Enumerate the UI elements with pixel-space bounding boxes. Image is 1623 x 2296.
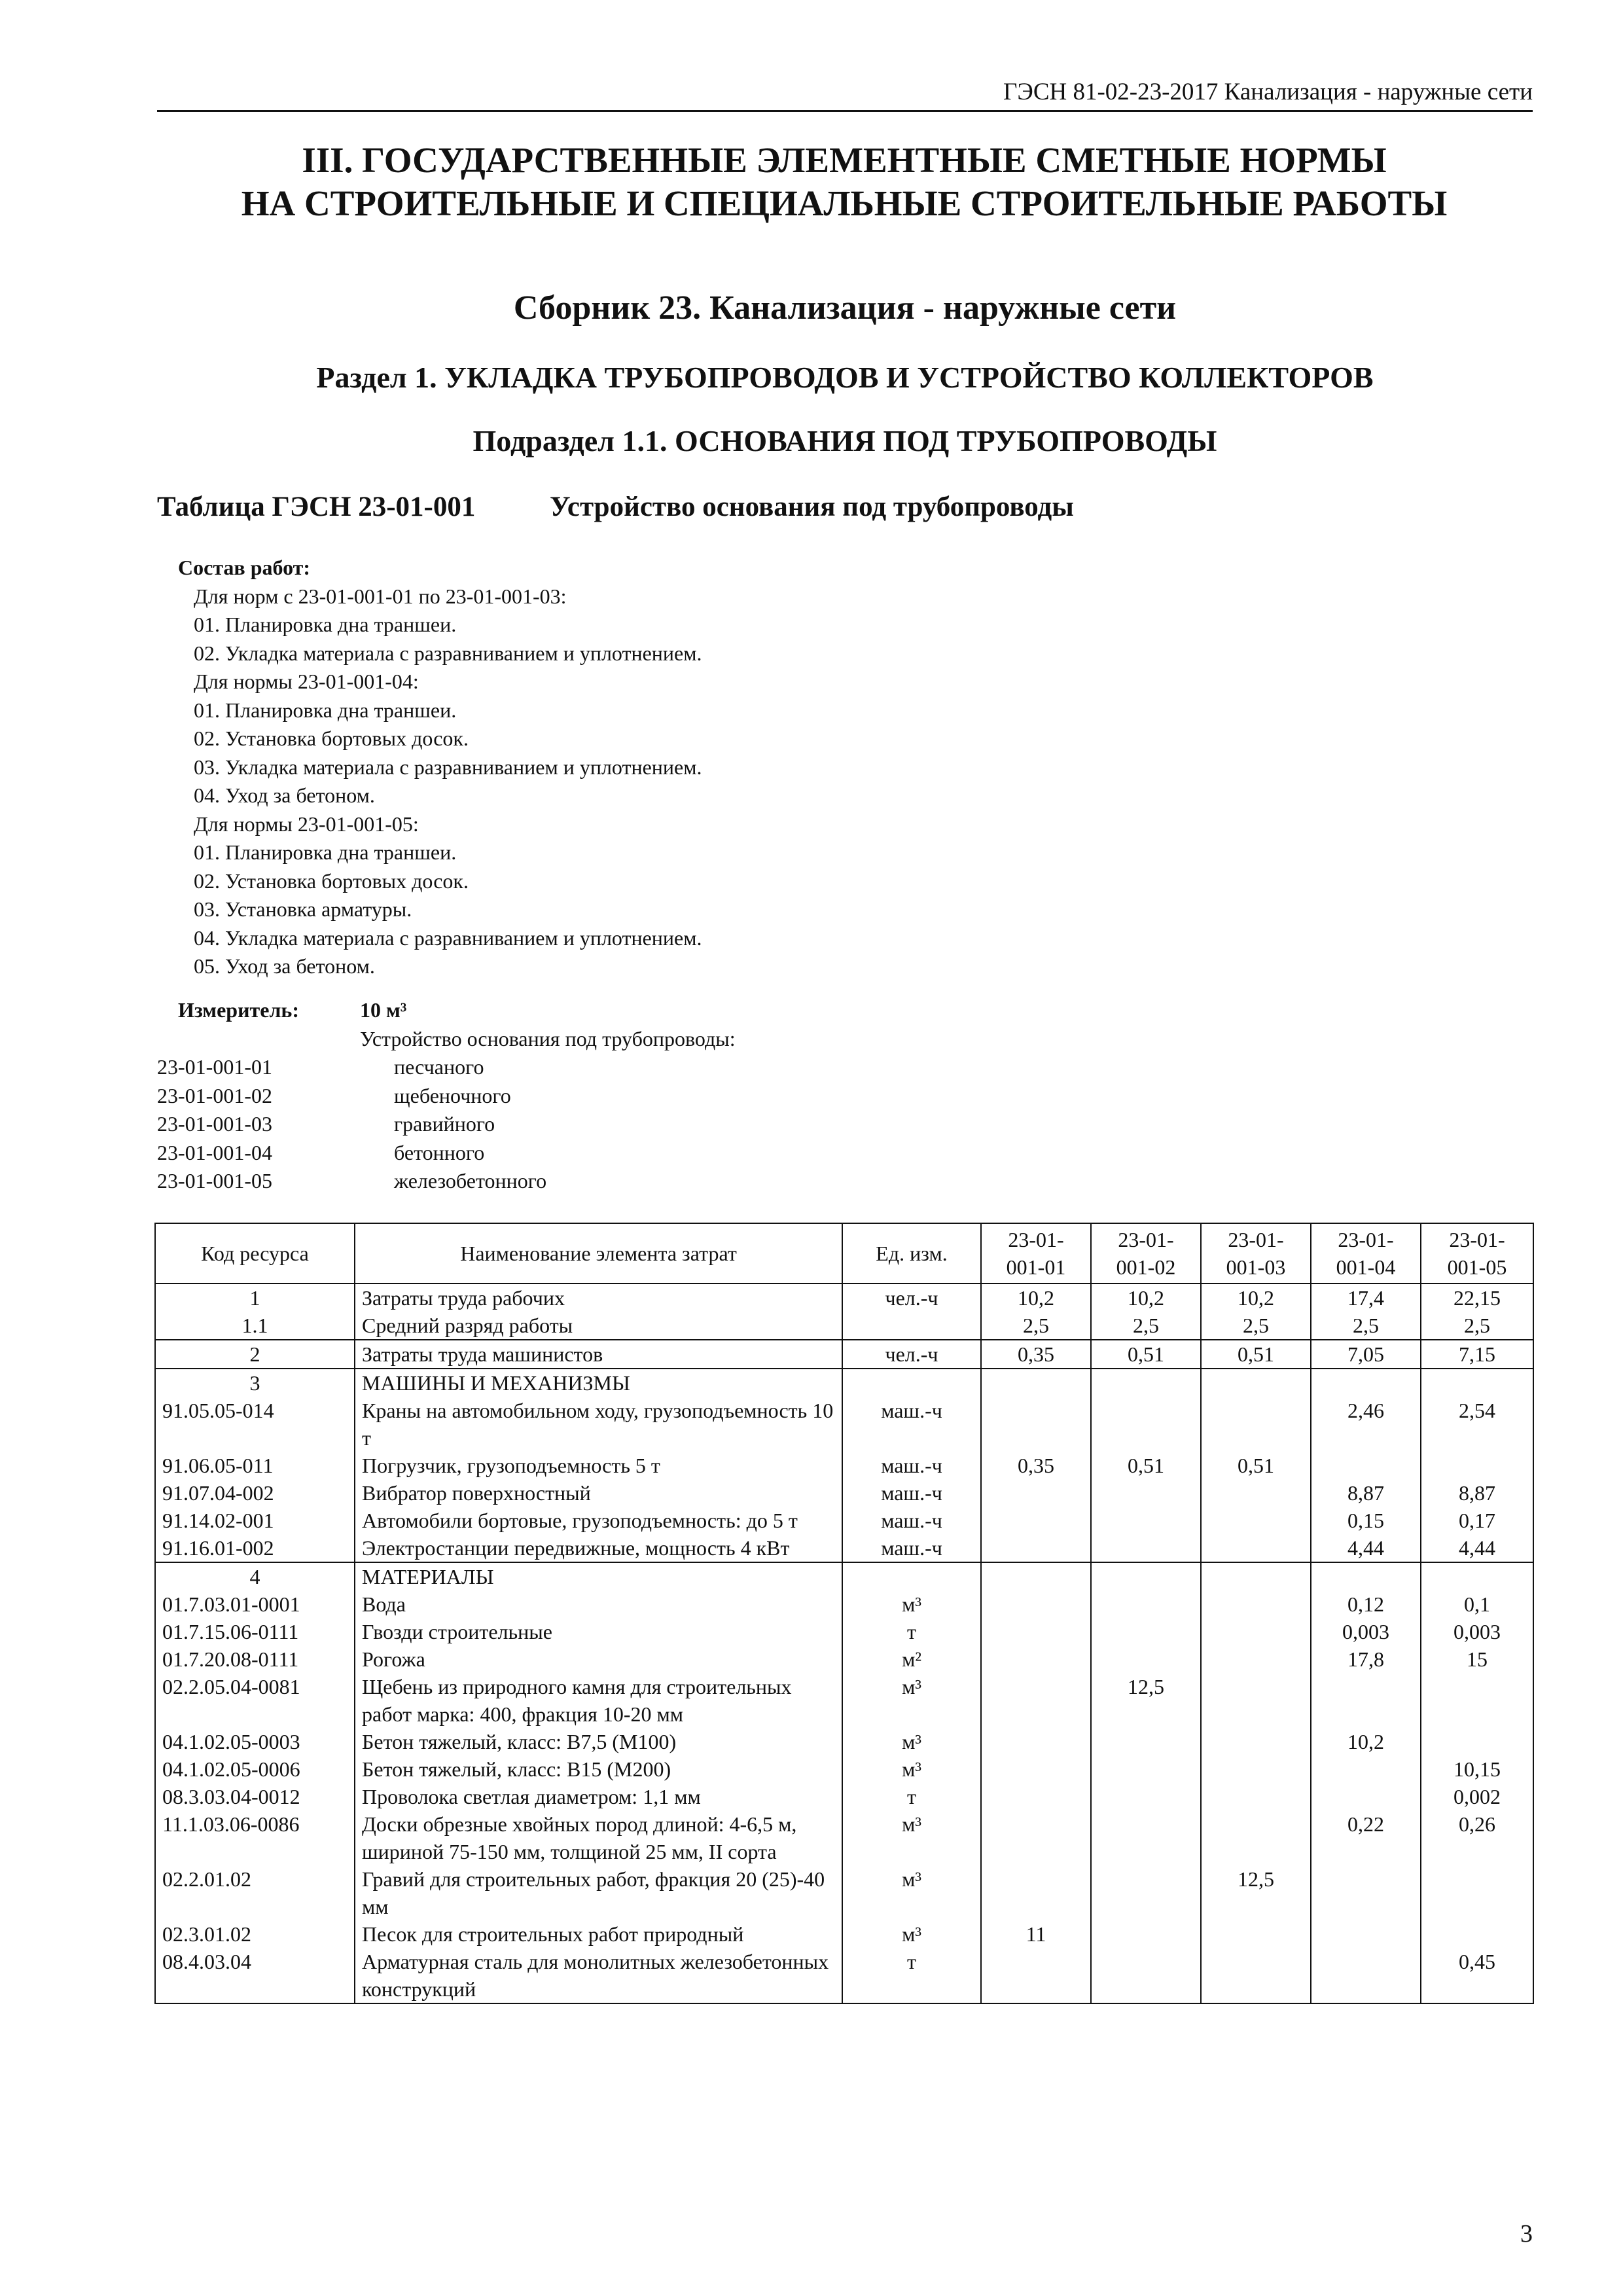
- cell-name: Вибратор поверхностный: [355, 1479, 842, 1507]
- cell-value: [1311, 1562, 1421, 1590]
- cell-unit: маш.-ч: [842, 1479, 981, 1507]
- cell-value: [1421, 1920, 1533, 1948]
- cell-value: 12,5: [1091, 1673, 1201, 1728]
- table-header-row: [155, 1223, 1533, 1283]
- cell-code: 91.14.02-001: [155, 1507, 355, 1534]
- header-norm-2: 23-01- 001-02: [1091, 1223, 1201, 1283]
- cell-value: 0,26: [1421, 1810, 1533, 1865]
- cell-value: 0,45: [1421, 1948, 1533, 2003]
- cell-value: [1311, 1673, 1421, 1728]
- cell-unit: м³: [842, 1810, 981, 1865]
- work-step: Для нормы 23-01-001-05:: [194, 812, 419, 836]
- cell-value: 17,4: [1311, 1283, 1421, 1312]
- header-name: Наименование элемента затрат: [355, 1223, 842, 1283]
- cell-name: Песок для строительных работ природный: [355, 1920, 842, 1948]
- table-heading: [157, 490, 1074, 525]
- table-row: [155, 1479, 1533, 1507]
- table-row: [155, 1397, 1533, 1452]
- cell-unit: м³: [842, 1755, 981, 1783]
- cell-value: 4,44: [1421, 1534, 1533, 1562]
- table-row: [155, 1865, 1533, 1920]
- cell-unit: чел.-ч: [842, 1340, 981, 1369]
- cell-unit: чел.-ч: [842, 1283, 981, 1312]
- cell-value: [1421, 1865, 1533, 1920]
- variant-name: щебеночного: [394, 1083, 511, 1107]
- cell-code: 1.1: [155, 1312, 355, 1340]
- cell-value: 0,51: [1201, 1340, 1311, 1369]
- cell-value: [1421, 1728, 1533, 1755]
- cell-code: 91.07.04-002: [155, 1479, 355, 1507]
- cell-code: 01.7.03.01-0001: [155, 1590, 355, 1618]
- main-title: [151, 139, 1538, 225]
- work-composition-label: Состав работ:: [178, 556, 311, 579]
- cell-code: 01.7.15.06-0111: [155, 1618, 355, 1645]
- work-step: 03. Установка арматуры.: [194, 897, 412, 921]
- table-row: [155, 1728, 1533, 1755]
- cell-name: МАТЕРИАЛЫ: [355, 1562, 842, 1590]
- main-title-line-2: НА СТРОИТЕЛЬНЫЕ И СПЕЦИАЛЬНЫЕ СТРОИТЕЛЬНЫЕ РАБОТЫ: [241, 183, 1448, 223]
- cell-value: [981, 1948, 1091, 2003]
- measure-label: Измеритель:: [178, 998, 299, 1022]
- cell-value: [1091, 1810, 1201, 1865]
- cell-value: [1311, 1369, 1421, 1397]
- variant-code: 23-01-001-05: [157, 1169, 272, 1193]
- cell-code: 02.2.01.02: [155, 1865, 355, 1920]
- cell-code: 02.3.01.02: [155, 1920, 355, 1948]
- cell-name: Бетон тяжелый, класс: В15 (М200): [355, 1755, 842, 1783]
- cell-value: [981, 1397, 1091, 1452]
- cell-value: 0,003: [1311, 1618, 1421, 1645]
- subsection-title: Подраздел 1.1. ОСНОВАНИЯ ПОД ТРУБОПРОВОДЫ: [473, 424, 1217, 457]
- cell-value: [981, 1507, 1091, 1534]
- cell-unit: т: [842, 1618, 981, 1645]
- cell-value: [1091, 1755, 1201, 1783]
- work-step: Для нормы 23-01-001-04:: [194, 670, 419, 693]
- cell-value: 7,05: [1311, 1340, 1421, 1369]
- cell-unit: м³: [842, 1590, 981, 1618]
- table-row: [155, 1283, 1533, 1312]
- cell-value: [981, 1590, 1091, 1618]
- header-norm-4: 23-01- 001-04: [1311, 1223, 1421, 1283]
- cell-name: Доски обрезные хвойных пород длиной: 4-6,5 м, шириной 75-150 мм, толщиной 25 мм, II сорта: [355, 1810, 842, 1865]
- cell-value: [1311, 1783, 1421, 1810]
- table-row: [155, 1562, 1533, 1590]
- cell-unit: м³: [842, 1673, 981, 1728]
- cell-value: [1201, 1810, 1311, 1865]
- cell-name: Средний разряд работы: [355, 1312, 842, 1340]
- cell-value: [981, 1783, 1091, 1810]
- cell-value: [1091, 1397, 1201, 1452]
- cell-unit: м³: [842, 1865, 981, 1920]
- header-code: Код ресурса: [155, 1223, 355, 1283]
- cell-value: 0,002: [1421, 1783, 1533, 1810]
- table-row: [155, 1534, 1533, 1562]
- cell-value: 15: [1421, 1645, 1533, 1673]
- cell-code: 91.05.05-014: [155, 1397, 355, 1452]
- running-header: ГЭСН 81-02-23-2017 Канализация - наружные сети: [157, 77, 1533, 112]
- cell-value: [981, 1728, 1091, 1755]
- cell-value: 2,5: [1201, 1312, 1311, 1340]
- cell-name: Затраты труда рабочих: [355, 1283, 842, 1312]
- cell-value: [1421, 1673, 1533, 1728]
- work-step: 02. Укладка материала с разравниванием и уплотнением.: [194, 641, 702, 665]
- table-row: [155, 1948, 1533, 2003]
- work-step: 04. Укладка материала с разравниванием и уплотнением.: [194, 925, 702, 950]
- variant-name: железобетонного: [394, 1169, 547, 1193]
- cell-value: [1091, 1920, 1201, 1948]
- variant-code: 23-01-001-01: [157, 1055, 272, 1079]
- cell-value: 12,5: [1201, 1865, 1311, 1920]
- measure-unit: 10 м³: [360, 998, 407, 1022]
- cell-value: [981, 1865, 1091, 1920]
- cell-unit: м³: [842, 1728, 981, 1755]
- cell-value: [1091, 1728, 1201, 1755]
- cell-name: МАШИНЫ И МЕХАНИЗМЫ: [355, 1369, 842, 1397]
- work-composition-list: [178, 583, 702, 981]
- cell-value: [1091, 1534, 1201, 1562]
- table-row: [155, 1673, 1533, 1728]
- cell-value: 7,15: [1421, 1340, 1533, 1369]
- cell-value: 17,8: [1311, 1645, 1421, 1673]
- cell-value: 0,003: [1421, 1618, 1533, 1645]
- cell-value: [1201, 1562, 1311, 1590]
- table-row: [155, 1920, 1533, 1948]
- cell-code: 08.3.03.04-0012: [155, 1783, 355, 1810]
- cell-unit: маш.-ч: [842, 1397, 981, 1452]
- table-row: [155, 1452, 1533, 1479]
- cell-name: Автомобили бортовые, грузоподъемность: до 5 т: [355, 1507, 842, 1534]
- resource-table-body: [155, 1283, 1533, 2003]
- section-title: Раздел 1. УКЛАДКА ТРУБОПРОВОДОВ И УСТРОЙСТВО КОЛЛЕКТОРОВ: [316, 361, 1374, 394]
- cell-value: 0,35: [981, 1340, 1091, 1369]
- cell-name: Щебень из природного камня для строительных работ марка: 400, фракция 10-20 мм: [355, 1673, 842, 1728]
- cell-value: 10,2: [1091, 1283, 1201, 1312]
- cell-value: 2,5: [1421, 1312, 1533, 1340]
- cell-value: 2,46: [1311, 1397, 1421, 1452]
- cell-unit: м²: [842, 1645, 981, 1673]
- cell-value: [1091, 1645, 1201, 1673]
- work-step: 01. Планировка дна траншеи.: [194, 840, 457, 864]
- table-code: Таблица ГЭСН 23-01-001: [157, 492, 476, 522]
- cell-value: [1311, 1920, 1421, 1948]
- cell-code: 3: [155, 1369, 355, 1397]
- table-row: [155, 1783, 1533, 1810]
- resource-table: [154, 1223, 1534, 2004]
- cell-value: 4,44: [1311, 1534, 1421, 1562]
- cell-value: 22,15: [1421, 1283, 1533, 1312]
- cell-value: 10,2: [981, 1283, 1091, 1312]
- cell-value: 0,51: [1091, 1340, 1201, 1369]
- work-step: 04. Уход за бетоном.: [194, 783, 375, 807]
- cell-value: [981, 1755, 1091, 1783]
- cell-value: [1201, 1479, 1311, 1507]
- work-step: 02. Установка бортовых досок.: [194, 726, 469, 750]
- header-norm-3: 23-01- 001-03: [1201, 1223, 1311, 1283]
- cell-value: 2,5: [1091, 1312, 1201, 1340]
- cell-code: 4: [155, 1562, 355, 1590]
- cell-code: 2: [155, 1340, 355, 1369]
- page-number: 3: [1520, 2220, 1533, 2248]
- cell-value: [1421, 1452, 1533, 1479]
- cell-name: Гвозди строительные: [355, 1618, 842, 1645]
- cell-value: [1201, 1507, 1311, 1534]
- cell-code: 91.16.01-002: [155, 1534, 355, 1562]
- variant-name: песчаного: [394, 1055, 484, 1079]
- cell-value: [1091, 1369, 1201, 1397]
- main-title-line-1: III. ГОСУДАРСТВЕННЫЕ ЭЛЕМЕНТНЫЕ СМЕТНЫЕ НОРМЫ: [302, 140, 1387, 180]
- cell-value: [981, 1673, 1091, 1728]
- cell-value: [981, 1645, 1091, 1673]
- header-unit: Ед. изм.: [842, 1223, 981, 1283]
- table-row: [155, 1369, 1533, 1397]
- cell-value: 0,22: [1311, 1810, 1421, 1865]
- cell-value: [1201, 1369, 1311, 1397]
- work-step: 01. Планировка дна траншеи.: [194, 613, 457, 636]
- cell-unit: [842, 1562, 981, 1590]
- cell-value: [1201, 1673, 1311, 1728]
- cell-value: 8,87: [1421, 1479, 1533, 1507]
- cell-unit: т: [842, 1783, 981, 1810]
- cell-code: 1: [155, 1283, 355, 1312]
- cell-code: 08.4.03.04: [155, 1948, 355, 2003]
- cell-value: [1201, 1755, 1311, 1783]
- work-step: Для норм с 23-01-001-01 по 23-01-001-03:: [194, 584, 567, 608]
- work-step: 01. Планировка дна траншеи.: [194, 698, 457, 722]
- cell-value: [981, 1369, 1091, 1397]
- table-name: Устройство основания под трубопроводы: [550, 492, 1074, 522]
- cell-value: [1201, 1728, 1311, 1755]
- cell-code: 01.7.20.08-0111: [155, 1645, 355, 1673]
- cell-code: 04.1.02.05-0003: [155, 1728, 355, 1755]
- cell-name: Гравий для строительных работ, фракция 20 (25)-40 мм: [355, 1865, 842, 1920]
- measure-description: Устройство основания под трубопроводы:: [360, 1026, 736, 1050]
- cell-code: 11.1.03.06-0086: [155, 1810, 355, 1865]
- cell-name: Краны на автомобильном ходу, грузоподъемность 10 т: [355, 1397, 842, 1452]
- variant-name: гравийного: [394, 1112, 495, 1136]
- cell-name: Бетон тяжелый, класс: В7,5 (М100): [355, 1728, 842, 1755]
- cell-value: [981, 1810, 1091, 1865]
- cell-name: Вода: [355, 1590, 842, 1618]
- table-row: [155, 1755, 1533, 1783]
- cell-value: [1091, 1618, 1201, 1645]
- cell-value: [1311, 1452, 1421, 1479]
- work-composition: [178, 554, 702, 981]
- table-row: [155, 1645, 1533, 1673]
- collection-title: Сборник 23. Канализация - наружные сети: [513, 289, 1177, 327]
- cell-unit: маш.-ч: [842, 1507, 981, 1534]
- cell-value: [981, 1534, 1091, 1562]
- table-row: [155, 1810, 1533, 1865]
- cell-value: [1311, 1755, 1421, 1783]
- variant-name: бетонного: [394, 1140, 485, 1164]
- cell-value: [1091, 1562, 1201, 1590]
- cell-value: [1201, 1397, 1311, 1452]
- variant-code: 23-01-001-02: [157, 1083, 272, 1107]
- header-norm-1: 23-01- 001-01: [981, 1223, 1091, 1283]
- cell-value: [1201, 1920, 1311, 1948]
- table-row: [155, 1618, 1533, 1645]
- cell-value: [1311, 1865, 1421, 1920]
- cell-name: Арматурная сталь для монолитных железобетонных конструкций: [355, 1948, 842, 2003]
- cell-value: [981, 1479, 1091, 1507]
- cell-value: [1091, 1783, 1201, 1810]
- cell-unit: маш.-ч: [842, 1452, 981, 1479]
- work-step: 03. Укладка материала с разравниванием и уплотнением.: [194, 755, 702, 779]
- cell-value: [1201, 1783, 1311, 1810]
- cell-name: Электростанции передвижные, мощность 4 кВт: [355, 1534, 842, 1562]
- cell-value: [981, 1562, 1091, 1590]
- cell-value: 2,5: [981, 1312, 1091, 1340]
- cell-value: [1091, 1479, 1201, 1507]
- variant-code: 23-01-001-04: [157, 1140, 272, 1164]
- table-row: [155, 1590, 1533, 1618]
- cell-value: 11: [981, 1920, 1091, 1948]
- table-row: [155, 1340, 1533, 1369]
- cell-code: 02.2.05.04-0081: [155, 1673, 355, 1728]
- cell-value: 0,12: [1311, 1590, 1421, 1618]
- cell-value: 0,1: [1421, 1590, 1533, 1618]
- cell-value: 10,15: [1421, 1755, 1533, 1783]
- cell-unit: маш.-ч: [842, 1534, 981, 1562]
- cell-value: 2,54: [1421, 1397, 1533, 1452]
- cell-code: 04.1.02.05-0006: [155, 1755, 355, 1783]
- cell-value: [1201, 1645, 1311, 1673]
- cell-value: [1091, 1590, 1201, 1618]
- cell-value: 0,51: [1201, 1452, 1311, 1479]
- cell-value: [1201, 1590, 1311, 1618]
- cell-value: 0,35: [981, 1452, 1091, 1479]
- cell-value: [1091, 1865, 1201, 1920]
- cell-value: [981, 1618, 1091, 1645]
- cell-value: 8,87: [1311, 1479, 1421, 1507]
- work-step: 02. Установка бортовых досок.: [194, 869, 469, 893]
- cell-value: 0,51: [1091, 1452, 1201, 1479]
- cell-name: Рогожа: [355, 1645, 842, 1673]
- cell-unit: [842, 1312, 981, 1340]
- cell-value: 10,2: [1311, 1728, 1421, 1755]
- cell-code: 91.06.05-011: [155, 1452, 355, 1479]
- cell-value: [1201, 1534, 1311, 1562]
- cell-value: 0,17: [1421, 1507, 1533, 1534]
- cell-unit: [842, 1369, 981, 1397]
- cell-value: 0,15: [1311, 1507, 1421, 1534]
- cell-value: [1421, 1562, 1533, 1590]
- cell-value: [1091, 1507, 1201, 1534]
- cell-value: 10,2: [1201, 1283, 1311, 1312]
- cell-value: 2,5: [1311, 1312, 1421, 1340]
- cell-value: [1201, 1948, 1311, 2003]
- cell-name: Погрузчик, грузоподъемность 5 т: [355, 1452, 842, 1479]
- cell-value: [1311, 1948, 1421, 2003]
- cell-value: [1421, 1369, 1533, 1397]
- cell-unit: м³: [842, 1920, 981, 1948]
- table-row: [155, 1312, 1533, 1340]
- variant-code: 23-01-001-03: [157, 1112, 272, 1136]
- cell-value: [1091, 1948, 1201, 2003]
- cell-value: [1201, 1618, 1311, 1645]
- header-norm-5: 23-01- 001-05: [1421, 1223, 1533, 1283]
- cell-name: Проволока светлая диаметром: 1,1 мм: [355, 1783, 842, 1810]
- work-step: 05. Уход за бетоном.: [194, 954, 375, 978]
- table-row: [155, 1507, 1533, 1534]
- cell-unit: т: [842, 1948, 981, 2003]
- cell-name: Затраты труда машинистов: [355, 1340, 842, 1369]
